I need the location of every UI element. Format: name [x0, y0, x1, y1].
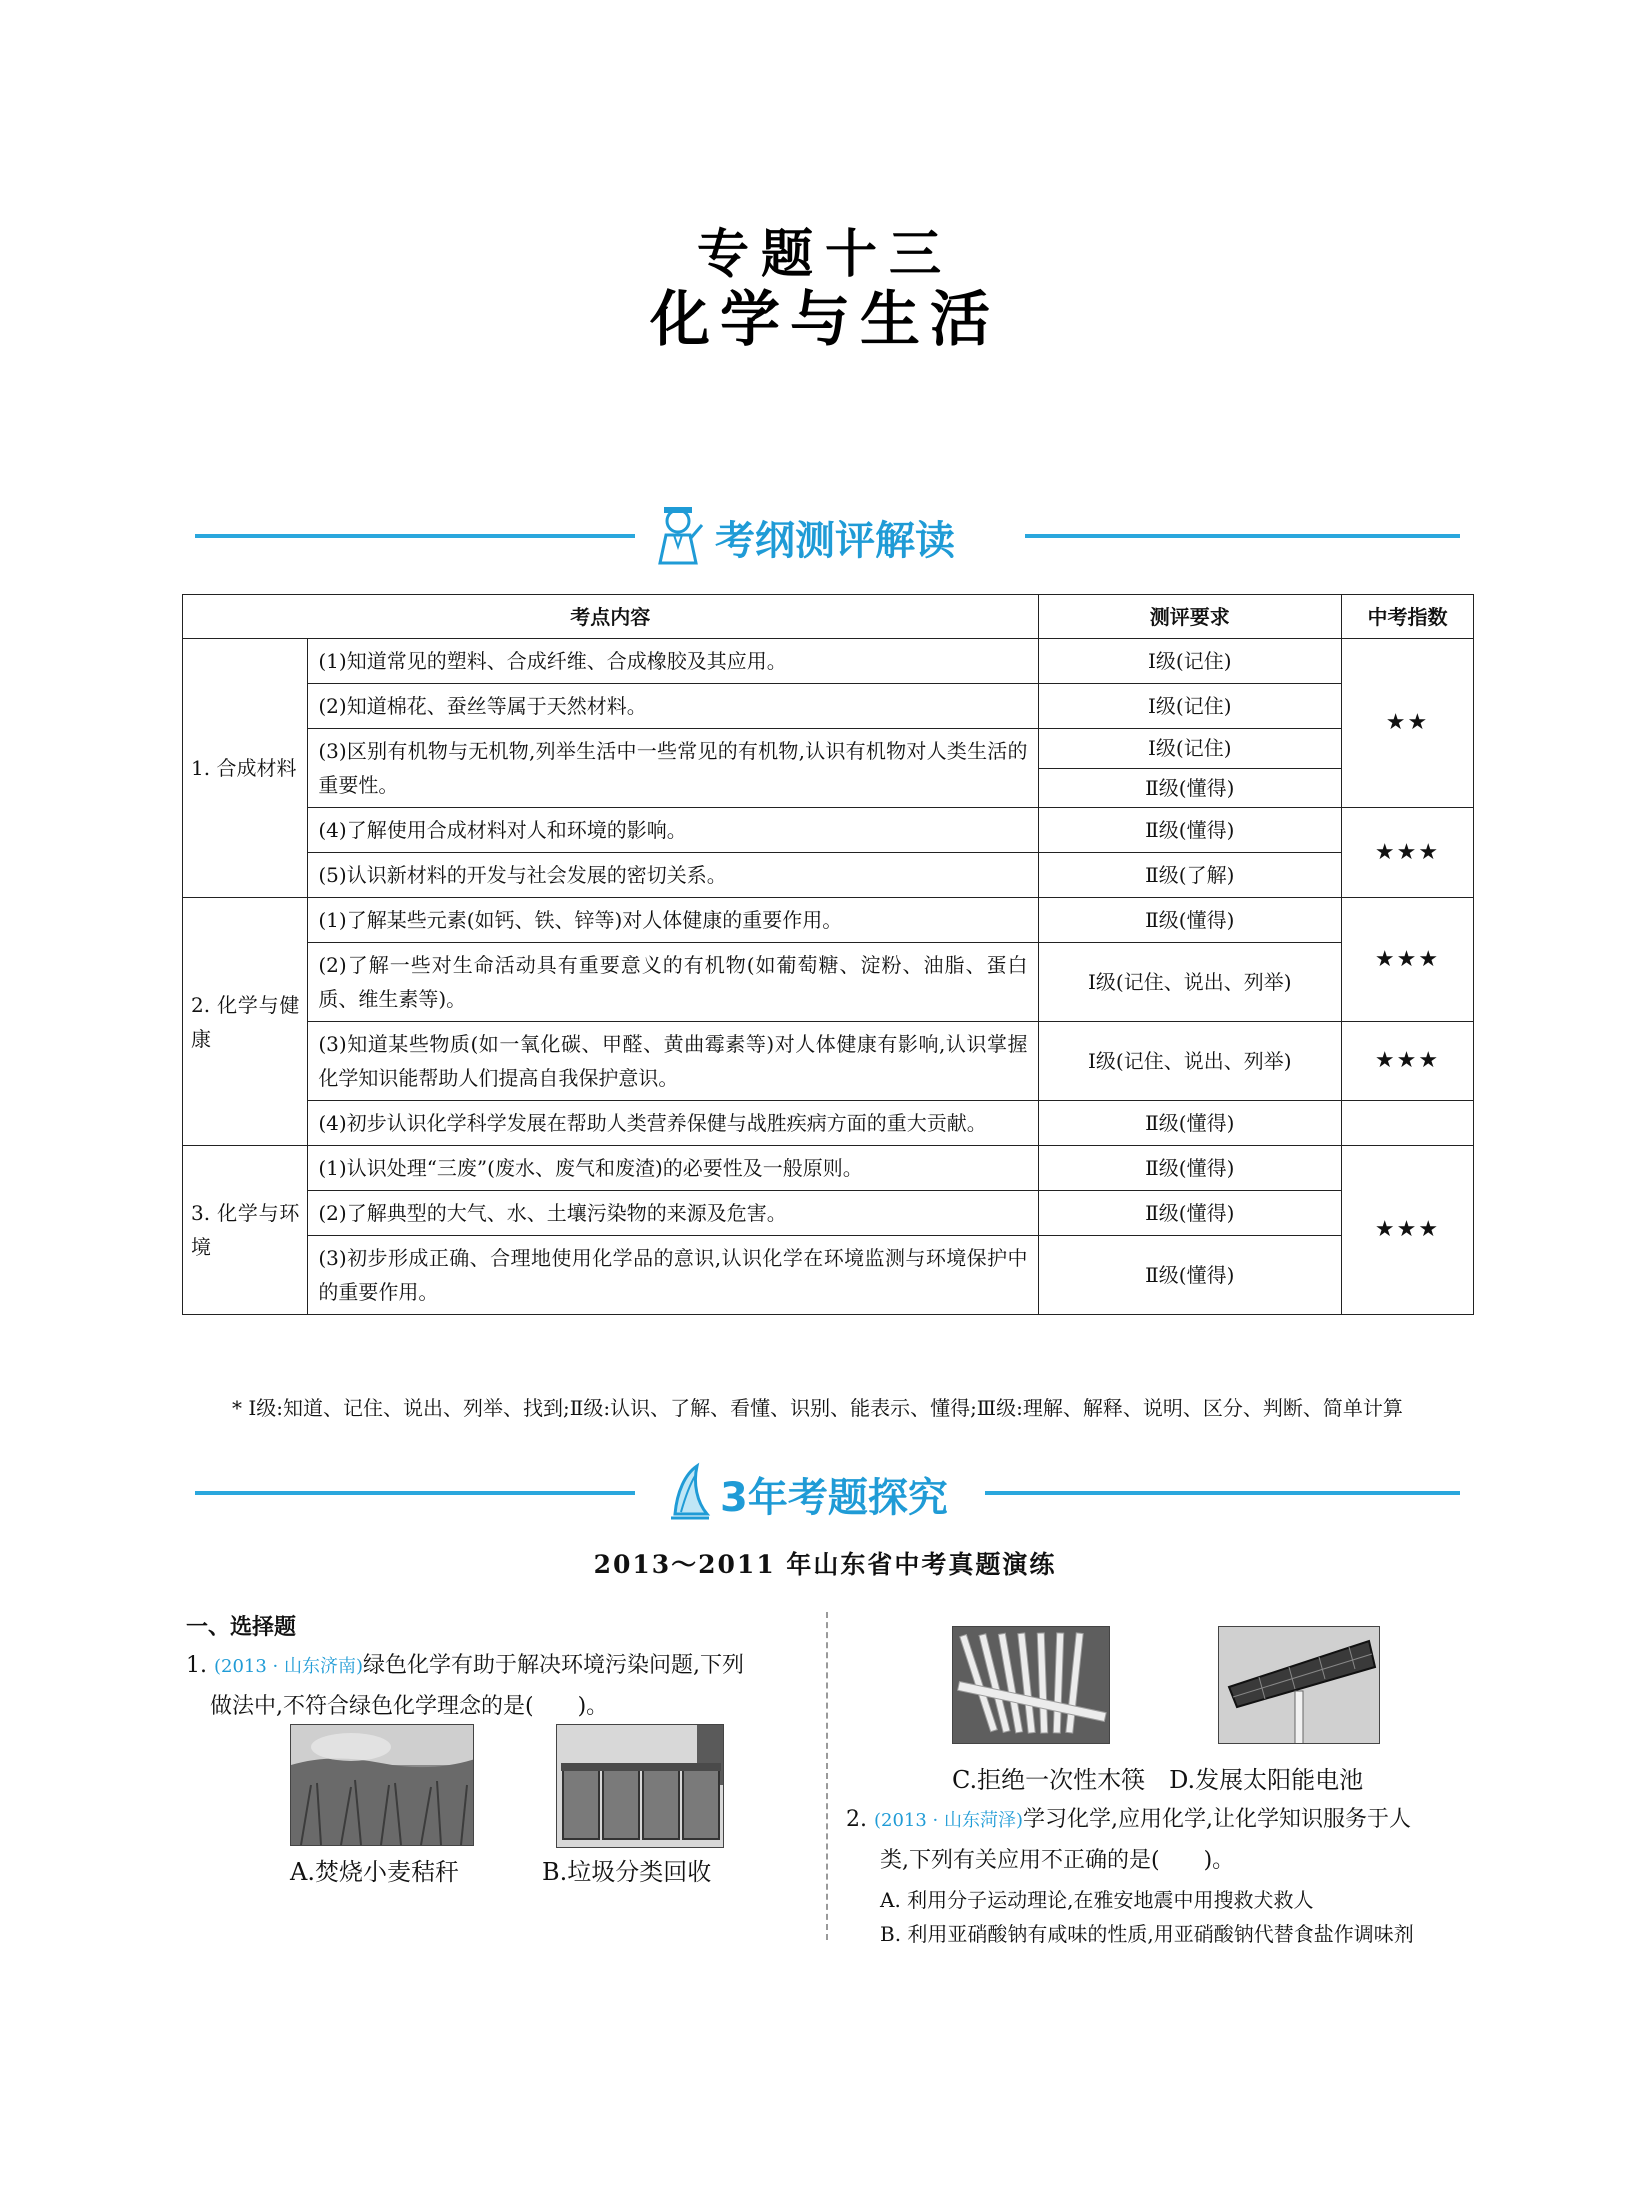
option-caption-b: B.垃圾分类回收 — [542, 1858, 712, 1886]
table-row — [183, 1191, 1474, 1236]
table-row — [183, 808, 1474, 853]
table-row — [183, 1101, 1474, 1146]
col-header-requirement: 测评要求 — [1038, 595, 1342, 639]
question-number: 2. — [846, 1807, 867, 1832]
content-cell: (4)了解使用合成材料对人和环境的影响。 — [308, 808, 1038, 853]
star-rating: ★★ — [1342, 639, 1474, 808]
section-header-syllabus — [195, 505, 1460, 565]
photo-burning-straw — [290, 1724, 474, 1846]
table-row — [183, 1236, 1474, 1315]
table-row — [183, 684, 1474, 729]
table-row — [183, 898, 1474, 943]
requirement-cell: Ⅱ级(懂得) — [1038, 1236, 1342, 1315]
syllabus-table — [182, 594, 1474, 1315]
exam-subtitle: 2013～2011 年山东省中考真题演练 — [593, 1550, 1057, 1579]
star-rating: ★★★ — [1342, 1146, 1474, 1315]
photo-trash-bins — [556, 1724, 724, 1848]
question-2 — [846, 1800, 1486, 1881]
option-caption-a: A.焚烧小麦秸秆 — [290, 1858, 459, 1886]
requirement-cell: Ⅰ级(记住) — [1038, 729, 1342, 769]
requirement-cell: Ⅱ级(懂得) — [1038, 808, 1342, 853]
option-a: A. 利用分子运动理论,在雅安地震中用搜救犬救人 — [880, 1888, 1314, 1912]
topic-cell: 1. 合成材料 — [183, 639, 308, 898]
question-source: (2013 · 山东济南) — [214, 1656, 364, 1677]
table-row — [183, 853, 1474, 898]
requirement-cell: Ⅰ级(记住、说出、列举) — [1038, 943, 1342, 1022]
question-text: 绿色化学有助于解决环境污染问题,下列 — [363, 1653, 745, 1678]
requirement-cell: Ⅱ级(懂得) — [1038, 1191, 1342, 1236]
section-header-exam — [195, 1462, 1460, 1522]
topic-cell: 2. 化学与健康 — [183, 898, 308, 1146]
header-rule-left — [195, 1491, 635, 1495]
teacher-icon — [650, 505, 706, 565]
col-header-content: 考点内容 — [183, 595, 1039, 639]
star-rating: ★★★ — [1342, 808, 1474, 898]
content-cell: (1)知道常见的塑料、合成纤维、合成橡胶及其应用。 — [308, 639, 1038, 684]
content-cell: (2)了解典型的大气、水、土壤污染物的来源及危害。 — [308, 1191, 1038, 1236]
header-rule-right — [1025, 534, 1460, 538]
star-rating: ★★★ — [1342, 898, 1474, 1022]
star-rating-empty — [1342, 1101, 1474, 1146]
header-rule-right — [985, 1491, 1460, 1495]
question-number: 1. — [186, 1653, 207, 1678]
photo-solar-panel — [1218, 1626, 1380, 1744]
section-label-syllabus: 考纲测评解读 — [715, 518, 955, 564]
requirement-cell: Ⅱ级(懂得) — [1038, 1146, 1342, 1191]
sail-icon — [667, 1462, 713, 1522]
content-cell: (1)认识处理“三废”(废水、废气和废渣)的必要性及一般原则。 — [308, 1146, 1038, 1191]
question-text-cont: 类,下列有关应用不正确的是( )。 — [880, 1848, 1235, 1873]
question-text: 学习化学,应用化学,让化学知识服务于人 — [1023, 1807, 1412, 1832]
photo-chopsticks — [952, 1626, 1110, 1744]
table-row — [183, 729, 1474, 769]
option-b: B. 利用亚硝酸钠有咸味的性质,用亚硝酸钠代替食盐作调味剂 — [880, 1922, 1414, 1946]
requirement-cell: Ⅰ级(记住、说出、列举) — [1038, 1022, 1342, 1101]
table-row — [183, 1022, 1474, 1101]
content-cell: (4)初步认识化学科学发展在帮助人类营养保健与战胜疾病方面的重大贡献。 — [308, 1101, 1038, 1146]
content-cell: (3)初步形成正确、合理地使用化学品的意识,认识化学在环境监测与环境保护中的重要作用。 — [308, 1236, 1038, 1315]
content-cell: (5)认识新材料的开发与社会发展的密切关系。 — [308, 853, 1038, 898]
requirement-cell: Ⅱ级(懂得) — [1038, 768, 1342, 808]
table-header-row — [183, 595, 1474, 639]
section-label-exam: 3年考题探究 — [720, 1475, 948, 1521]
question-text-cont: 做法中,不符合绿色化学理念的是( )。 — [210, 1694, 609, 1719]
content-cell: (3)区别有机物与无机物,列举生活中一些常见的有机物,认识有机物对人类生活的重要性。 — [308, 729, 1038, 808]
chapter-title: 化学与生活 — [650, 285, 1000, 355]
question-1 — [186, 1646, 806, 1727]
content-cell: (2)了解一些对生命活动具有重要意义的有机物(如葡萄糖、淀粉、油脂、蛋白质、维生素等)。 — [308, 943, 1038, 1022]
chapter-number-title: 专题十三 — [696, 225, 953, 285]
requirement-cell: Ⅱ级(懂得) — [1038, 898, 1342, 943]
requirement-cell: Ⅱ级(懂得) — [1038, 1101, 1342, 1146]
content-cell: (3)知道某些物质(如一氧化碳、甲醛、黄曲霉素等)对人体健康有影响,认识掌握化学知识能帮助人们提高自我保护意识。 — [308, 1022, 1038, 1101]
requirement-cell: Ⅱ级(了解) — [1038, 853, 1342, 898]
topic-cell: 3. 化学与环境 — [183, 1146, 308, 1315]
requirement-cell: Ⅰ级(记住) — [1038, 639, 1342, 684]
option-caption-cd: C.拒绝一次性木筷 D.发展太阳能电池 — [952, 1766, 1364, 1794]
content-cell: (1)了解某些元素(如钙、铁、锌等)对人体健康的重要作用。 — [308, 898, 1038, 943]
header-rule-left — [195, 534, 635, 538]
level-footnote: * Ⅰ级:知道、记住、说出、列举、找到;Ⅱ级:认识、了解、看懂、识别、能表示、懂得;Ⅲ级:理解、解释、说明、区分、判断、简单计算 — [232, 1396, 1403, 1420]
table-row — [183, 1146, 1474, 1191]
table-row — [183, 639, 1474, 684]
table-row — [183, 943, 1474, 1022]
col-header-index: 中考指数 — [1342, 595, 1474, 639]
column-divider — [826, 1612, 828, 1940]
star-rating: ★★★ — [1342, 1022, 1474, 1101]
requirement-cell: Ⅰ级(记住) — [1038, 684, 1342, 729]
question-source: (2013 · 山东菏泽) — [874, 1810, 1024, 1831]
content-cell: (2)知道棉花、蚕丝等属于天然材料。 — [308, 684, 1038, 729]
question-type-heading: 一、选择题 — [186, 1615, 297, 1640]
